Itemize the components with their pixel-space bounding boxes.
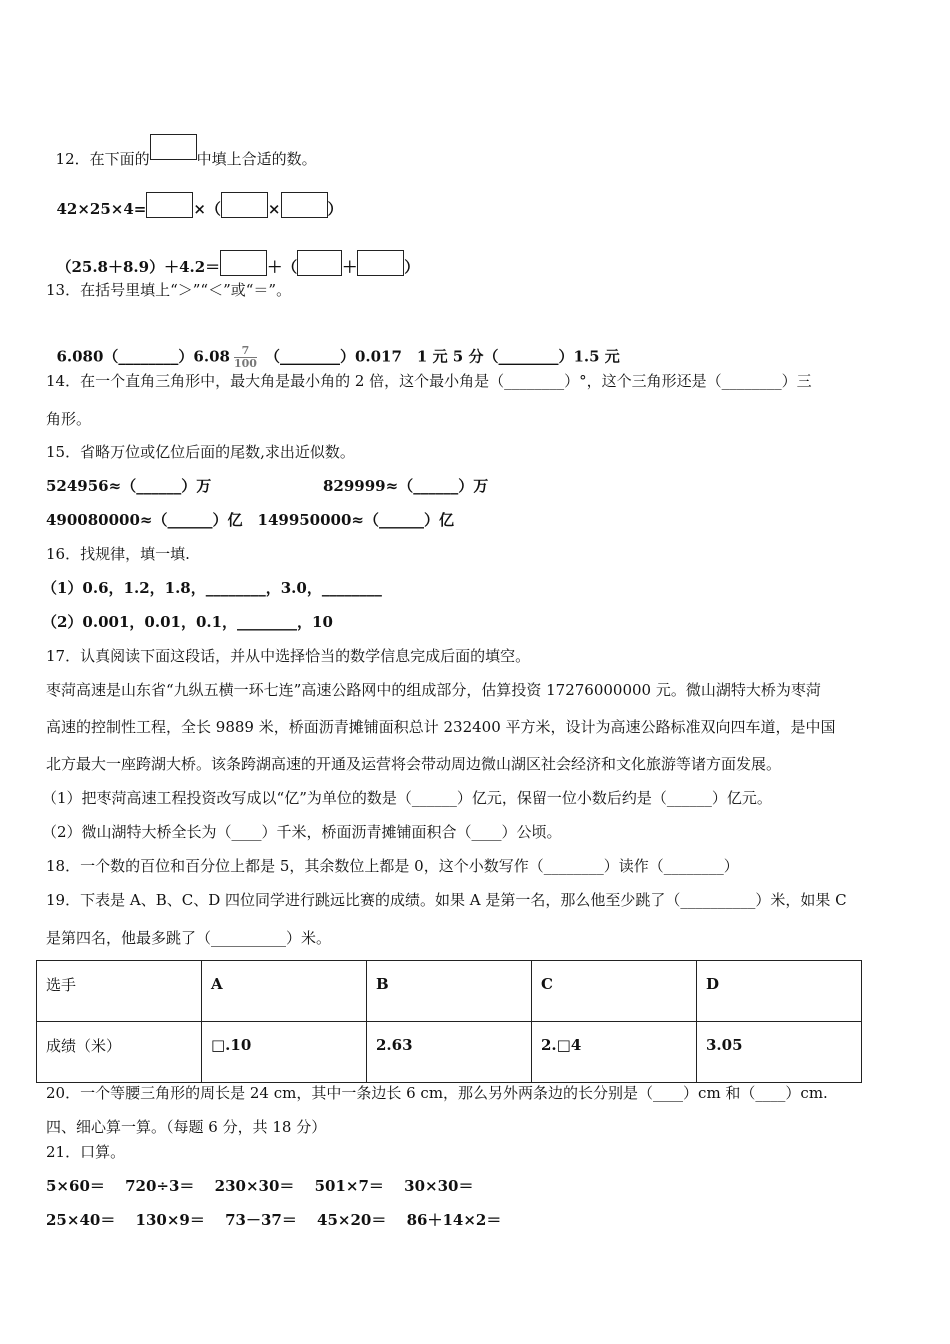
table-cell: 2.63 [367,1022,532,1083]
table-cell: 选手 [37,961,202,1022]
eq1-times: ×（ [193,200,221,218]
q16-part2: （2）0.001，0.01，0.1，________，10 [42,613,333,631]
eq2-left: （25.8＋8.9）＋4.2＝ [56,258,221,276]
table-cell: 成绩（米） [37,1022,202,1083]
q17-part2: （2）微山湖特大桥全长为（____）千米，桥面沥青摊铺面积合（____）公顷。 [42,823,562,841]
fraction [234,345,257,370]
q17-paragraph-line1: 枣菏高速是山东省“九纵五横一环七连”高速公路网中的组成部分，估算投资 17276000000 元。微山湖特大桥为枣菏 [46,681,821,699]
table-cell: B [367,961,532,1022]
table-cell: D [697,961,862,1022]
q20-text: 20．一个等腰三角形的周长是 24 cm，其中一条边长 6 cm，那么另外两条边的长分别是（____）cm 和（____）cm. [46,1084,828,1102]
q13-comparisons [46,325,620,370]
q12-equation-2 [46,230,419,277]
section-title: 四、细心算一算。（每题 6 分，共 18 分） [46,1118,327,1136]
answer-box[interactable] [150,134,197,160]
table-header-row [37,961,862,1022]
eq2-plus: ＋（ [267,258,298,276]
q17-part1: （1）把枣菏高速工程投资改写成以“亿”为单位的数是（______）亿元，保留一位小数后约是（______）亿元。 [42,789,772,807]
q17-paragraph-line2: 高速的控制性工程，全长 9889 米，桥面沥青摊铺面积总计 232400 平方米，设计为高速公路标准双向四车道，是中国 [46,718,836,736]
q19-line1: 19．下表是 A、B、C、D 四位同学进行跳远比赛的成绩。如果 A 是第一名，那么他至少跳了（__________）米，如果 C [46,891,847,909]
q12-equation-1 [46,172,343,219]
eq1-close: ） [327,200,343,218]
table-cell: 2.□4 [532,1022,697,1083]
q15-title: 15．省略万位或亿位后面的尾数,求出近似数。 [46,443,355,461]
table-cell: A [202,961,367,1022]
q17-title: 17．认真阅读下面这段话，并从中选择恰当的数学信息完成后面的填空。 [46,647,531,665]
q13-title: 13．在括号里填上“＞”“＜”或“＝”。 [46,281,292,299]
score-table [36,960,862,1083]
q21-row1: 5×60＝ 720÷3＝ 230×30＝ 501×7＝ 30×30＝ [46,1177,474,1195]
answer-box[interactable] [221,192,268,218]
answer-box[interactable] [297,250,342,276]
q16-part1: （1）0.6，1.2，1.8，________，3.0，________ [42,579,382,597]
eq1-left: 42×25×4= [56,200,147,218]
q21-title: 21．口算。 [46,1143,126,1161]
eq2-plus2: ＋ [342,258,358,276]
q18-text: 18．一个数的百位和百分位上都是 5，其余数位上都是 0，这个小数写作（________）读作（________） [46,857,739,875]
q15-item-c: 490080000≈（______）亿 149950000≈（______）亿 [46,511,455,529]
q12-title [46,114,317,169]
table-row [37,1022,862,1083]
table-cell: □.10 [202,1022,367,1083]
q14-line1: 14．在一个直角三角形中，最大角是最小角的 2 倍，这个最小角是（________）°，这个三角形还是（________）三 [46,372,812,390]
answer-box[interactable] [146,192,193,218]
q12-text-pre: 12．在下面的 [55,150,150,168]
q14-line2: 角形。 [46,410,92,428]
eq1-times2: × [267,200,281,218]
fraction-numerator: 7 [234,345,257,358]
q15-item-a: 524956≈（______）万 [46,477,212,495]
q13-part2: （________）0.017 1 元 5 分（________）1.5 元 [264,347,620,366]
q13-part1: 6.080（________）6.08 [56,347,230,366]
table-cell: C [532,961,697,1022]
q19-line2: 是第四名，他最多跳了（__________）米。 [46,929,332,947]
q17-paragraph-line3: 北方最大一座跨湖大桥。该条跨湖高速的开通及运营将会带动周边微山湖区社会经济和文化旅游等诸方面发展。 [46,755,782,773]
q15-item-b: 829999≈（______）万 [323,477,489,495]
q16-title: 16．找规律，填一填. [46,545,190,563]
q21-row2: 25×40＝ 130×9＝ 73－37＝ 45×20＝ 86＋14×2＝ [46,1211,502,1229]
q12-text-post: 中填上合适的数。 [196,150,317,168]
answer-box[interactable] [220,250,267,276]
fraction-denominator: 100 [233,357,257,370]
eq2-close: ） [404,258,420,276]
answer-box[interactable] [357,250,404,276]
table-cell: 3.05 [697,1022,862,1083]
answer-box[interactable] [281,192,328,218]
